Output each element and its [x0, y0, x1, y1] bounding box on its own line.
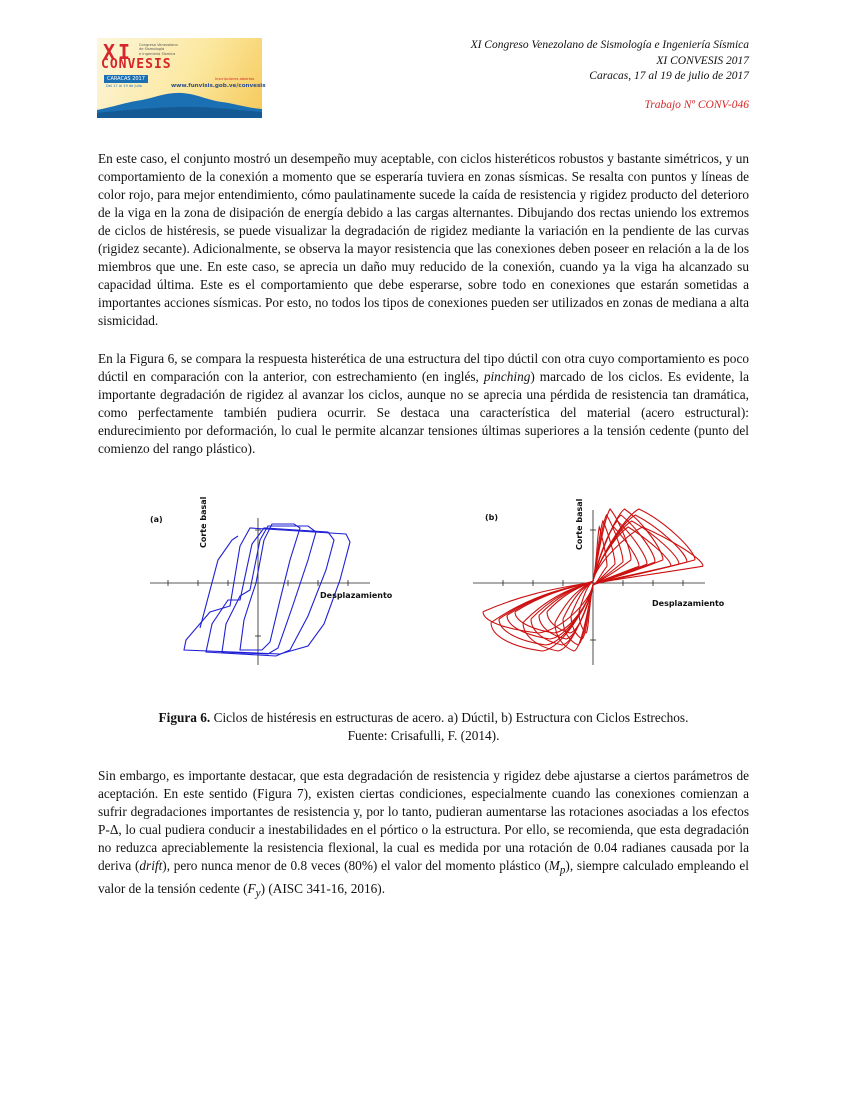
convesis-logo — [97, 38, 266, 118]
y-axis-label: Corte basal — [199, 496, 208, 548]
mountain-icon — [97, 88, 262, 118]
figure-caption — [98, 709, 749, 745]
caption-text: Ciclos de histéresis en estructuras de acero. a) Dúctil, b) Estructura con Ciclos Estrechos. — [210, 710, 689, 725]
logo-dates: Del 17 al 19 de julio — [106, 84, 142, 88]
logo-subtitle: Congreso Venezolano de Sismología e Ingeniería Sísmica — [139, 43, 178, 56]
hysteresis-loop — [240, 524, 300, 650]
paragraph-2: En la Figura 6, se compara la respuesta histerética de una estructura del tipo dúctil con otra cuyo comportamiento es poco dúctil en comparación con la anterior, con estrechamiento (en inglés, pinching) marcado de los ciclos. Es evidente, la importante degradación de rigidez al avanzar los ciclos, aunque no se aprecia una pérdida de resistencia tan dramática, como perfectamente también pudiera ocurrir. Se destaca una característica del material (acero estructural): endurecimiento por deformación, lo cual le permite alcanzar tensiones últimas superiores a la tensión cedente (punto del comienzo del rango plástico). — [98, 351, 749, 457]
logo-roman-numeral: XI — [103, 40, 134, 64]
y-axis-label: Corte basal — [575, 498, 584, 550]
panel-tag: (b) — [485, 513, 499, 522]
x-axis-label: Desplazamiento — [652, 599, 725, 608]
paragraph-1: En este caso, el conjunto mostró un desempeño muy aceptable, con ciclos histeréticos robustos y bastante simétricos, y un comportamiento de la conexión a momento que se esperaría tuviera en zonas sísmicas. Se resalta con puntos y líneas de color rojo, para mejor entendimiento, cómo paulatinamente sucede la caída de resistencia y rigidez producto del deterioro de la viga en la zona de disipación de energía debido a las cargas alternantes. Dibujando dos rectas uniendo los extremos de ciclos de histéresis, se puede visualizar la degradación de rigidez mediante la variación en la pendiente de las curvas (rigidez secante). Adicionalmente, se observa la mayor resistencia que las conexiones deben poseer en relación a la de los miembros que une. En este caso, se aprecia un daño muy reducido de la conexión, cuando ya la viga ha alcanzado su capacidad última. Este es el comportamiento que debe esperarse, sobre todo en conexiones que estarán sometidas a importantes acciones sísmicas. Por esto, no todos los tipos de conexiones pueden ser utilizados en zonas de mediana a alta sismicidad. — [98, 151, 749, 329]
panel-tag: (a) — [150, 515, 163, 524]
conference-header — [471, 38, 749, 113]
term-pinching: pinching — [483, 369, 531, 385]
hysteresis-loop — [222, 526, 316, 654]
paragraph-3: Sin embargo, es importante destacar, que esta degradación de resistencia y rigidez debe ajustarse a ciertos parámetros de aceptación. En este sentido (Figura 7), existen ciertas condiciones, especialmente cuando las conexiones comienzan a sufrir degradaciones importantes de resistencia y, por lo tanto, pudieran aumentarse las rotaciones asociadas a los efectos P-Δ, lo cual pudiera conducir a inestabilidades en el pórtico o la estructura. Por ello, se recomienda, que esta degradación no reduzca apreciablemente la resistencia flexional, la cual es medida por una rotación de 0.04 radianes causada por la deriva (drift), pero nunca menor de 0.8 veces (80%) el valor del momento plástico $(M_p)$, siempre calculado empleando el valor de la tensión cedente $(F_y)$ (AISC 341-16, 2016). — [98, 768, 750, 900]
logo-registration: Inscripciones abiertas — [215, 77, 255, 81]
work-number: Trabajo Nº CONV-046 — [644, 98, 749, 111]
header-line-3: Caracas, 17 al 19 de julio de 2017 — [589, 70, 749, 82]
figure-panel-a — [140, 496, 393, 680]
caption-label: Figura 6. — [158, 710, 211, 725]
hysteresis-loops — [184, 524, 350, 656]
header-line-2: XI CONVESIS 2017 — [656, 54, 749, 67]
header-line-1: XI Congreso Venezolano de Sismología e Ingeniería Sísmica — [470, 39, 749, 51]
x-axis-label: Desplazamiento — [320, 591, 393, 600]
caption-source: Fuente: Crisafulli, F. (2014). — [347, 728, 500, 743]
logo-url: www.funvisis.gob.ve/convesis — [171, 83, 266, 89]
logo-city: CARACAS 2017 — [104, 75, 148, 83]
logo-name: CONVESIS — [101, 57, 172, 72]
figure-panel-b — [465, 500, 735, 680]
